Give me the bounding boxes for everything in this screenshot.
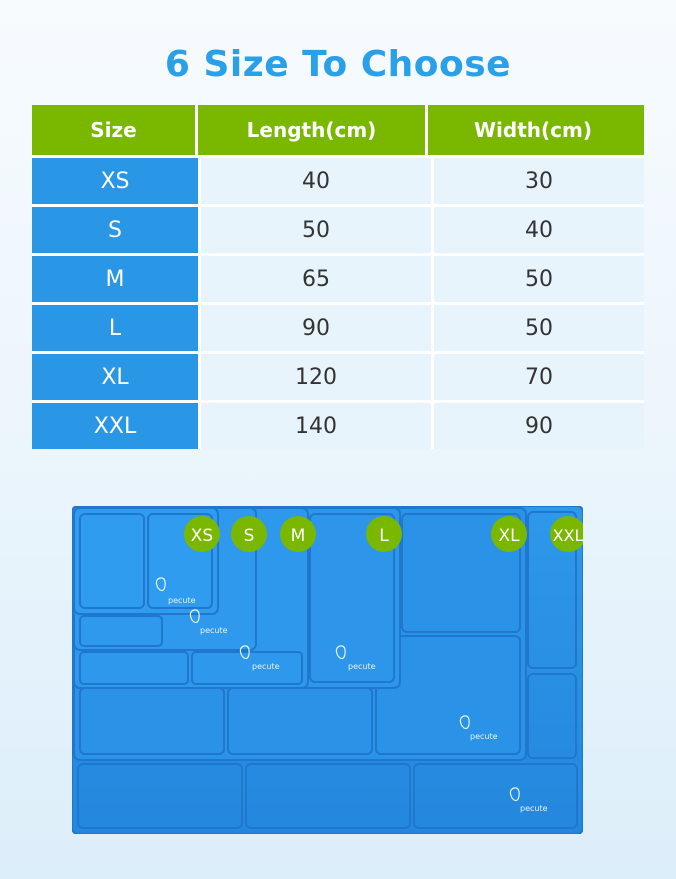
- size-cell: L: [32, 305, 201, 351]
- svg-text:M: M: [290, 526, 306, 546]
- svg-text:pecute: pecute: [348, 662, 376, 671]
- table-header: [32, 105, 644, 155]
- length-cell: 90: [201, 305, 434, 351]
- mats-illustration: [72, 506, 583, 834]
- length-cell: 65: [201, 256, 434, 302]
- length-cell: 120: [201, 354, 434, 400]
- svg-text:pecute: pecute: [168, 596, 196, 605]
- width-cell: 50: [434, 256, 644, 302]
- svg-text:L: L: [379, 526, 389, 546]
- table-row: [32, 253, 644, 302]
- width-cell: 50: [434, 305, 644, 351]
- svg-text:XL: XL: [498, 526, 520, 546]
- width-cell: 90: [434, 403, 644, 449]
- size-badge-l: [366, 516, 402, 552]
- mats-svg: [72, 506, 583, 834]
- table-row: [32, 302, 644, 351]
- size-cell: XL: [32, 354, 201, 400]
- size-badge-xs: [184, 516, 220, 552]
- length-cell: 50: [201, 207, 434, 253]
- header-size: Size: [32, 105, 198, 155]
- header-length: Length(cm): [198, 105, 428, 155]
- svg-text:XS: XS: [190, 526, 214, 546]
- length-cell: 140: [201, 403, 434, 449]
- size-badge-xl: [491, 516, 527, 552]
- table-row: [32, 351, 644, 400]
- length-cell: 40: [201, 158, 434, 204]
- svg-text:pecute: pecute: [200, 626, 228, 635]
- size-cell: S: [32, 207, 201, 253]
- svg-text:pecute: pecute: [470, 732, 498, 741]
- table-row: [32, 155, 644, 204]
- size-cell: XS: [32, 158, 201, 204]
- size-table: [32, 105, 644, 449]
- table-row: [32, 204, 644, 253]
- page-title: 6 Size To Choose: [164, 44, 512, 85]
- header-width: Width(cm): [473, 118, 592, 142]
- size-cell: XXL: [32, 403, 201, 449]
- width-cell: 70: [434, 354, 644, 400]
- svg-text:S: S: [243, 526, 255, 546]
- svg-text:pecute: pecute: [520, 804, 548, 813]
- width-cell: 30: [434, 158, 644, 204]
- table-row: [32, 400, 644, 449]
- svg-text:XXL: XXL: [552, 526, 583, 545]
- width-cell: 40: [434, 207, 644, 253]
- size-badge-m: [280, 516, 316, 552]
- svg-text:pecute: pecute: [252, 662, 280, 671]
- size-badge-s: [231, 516, 267, 552]
- size-cell: M: [32, 256, 201, 302]
